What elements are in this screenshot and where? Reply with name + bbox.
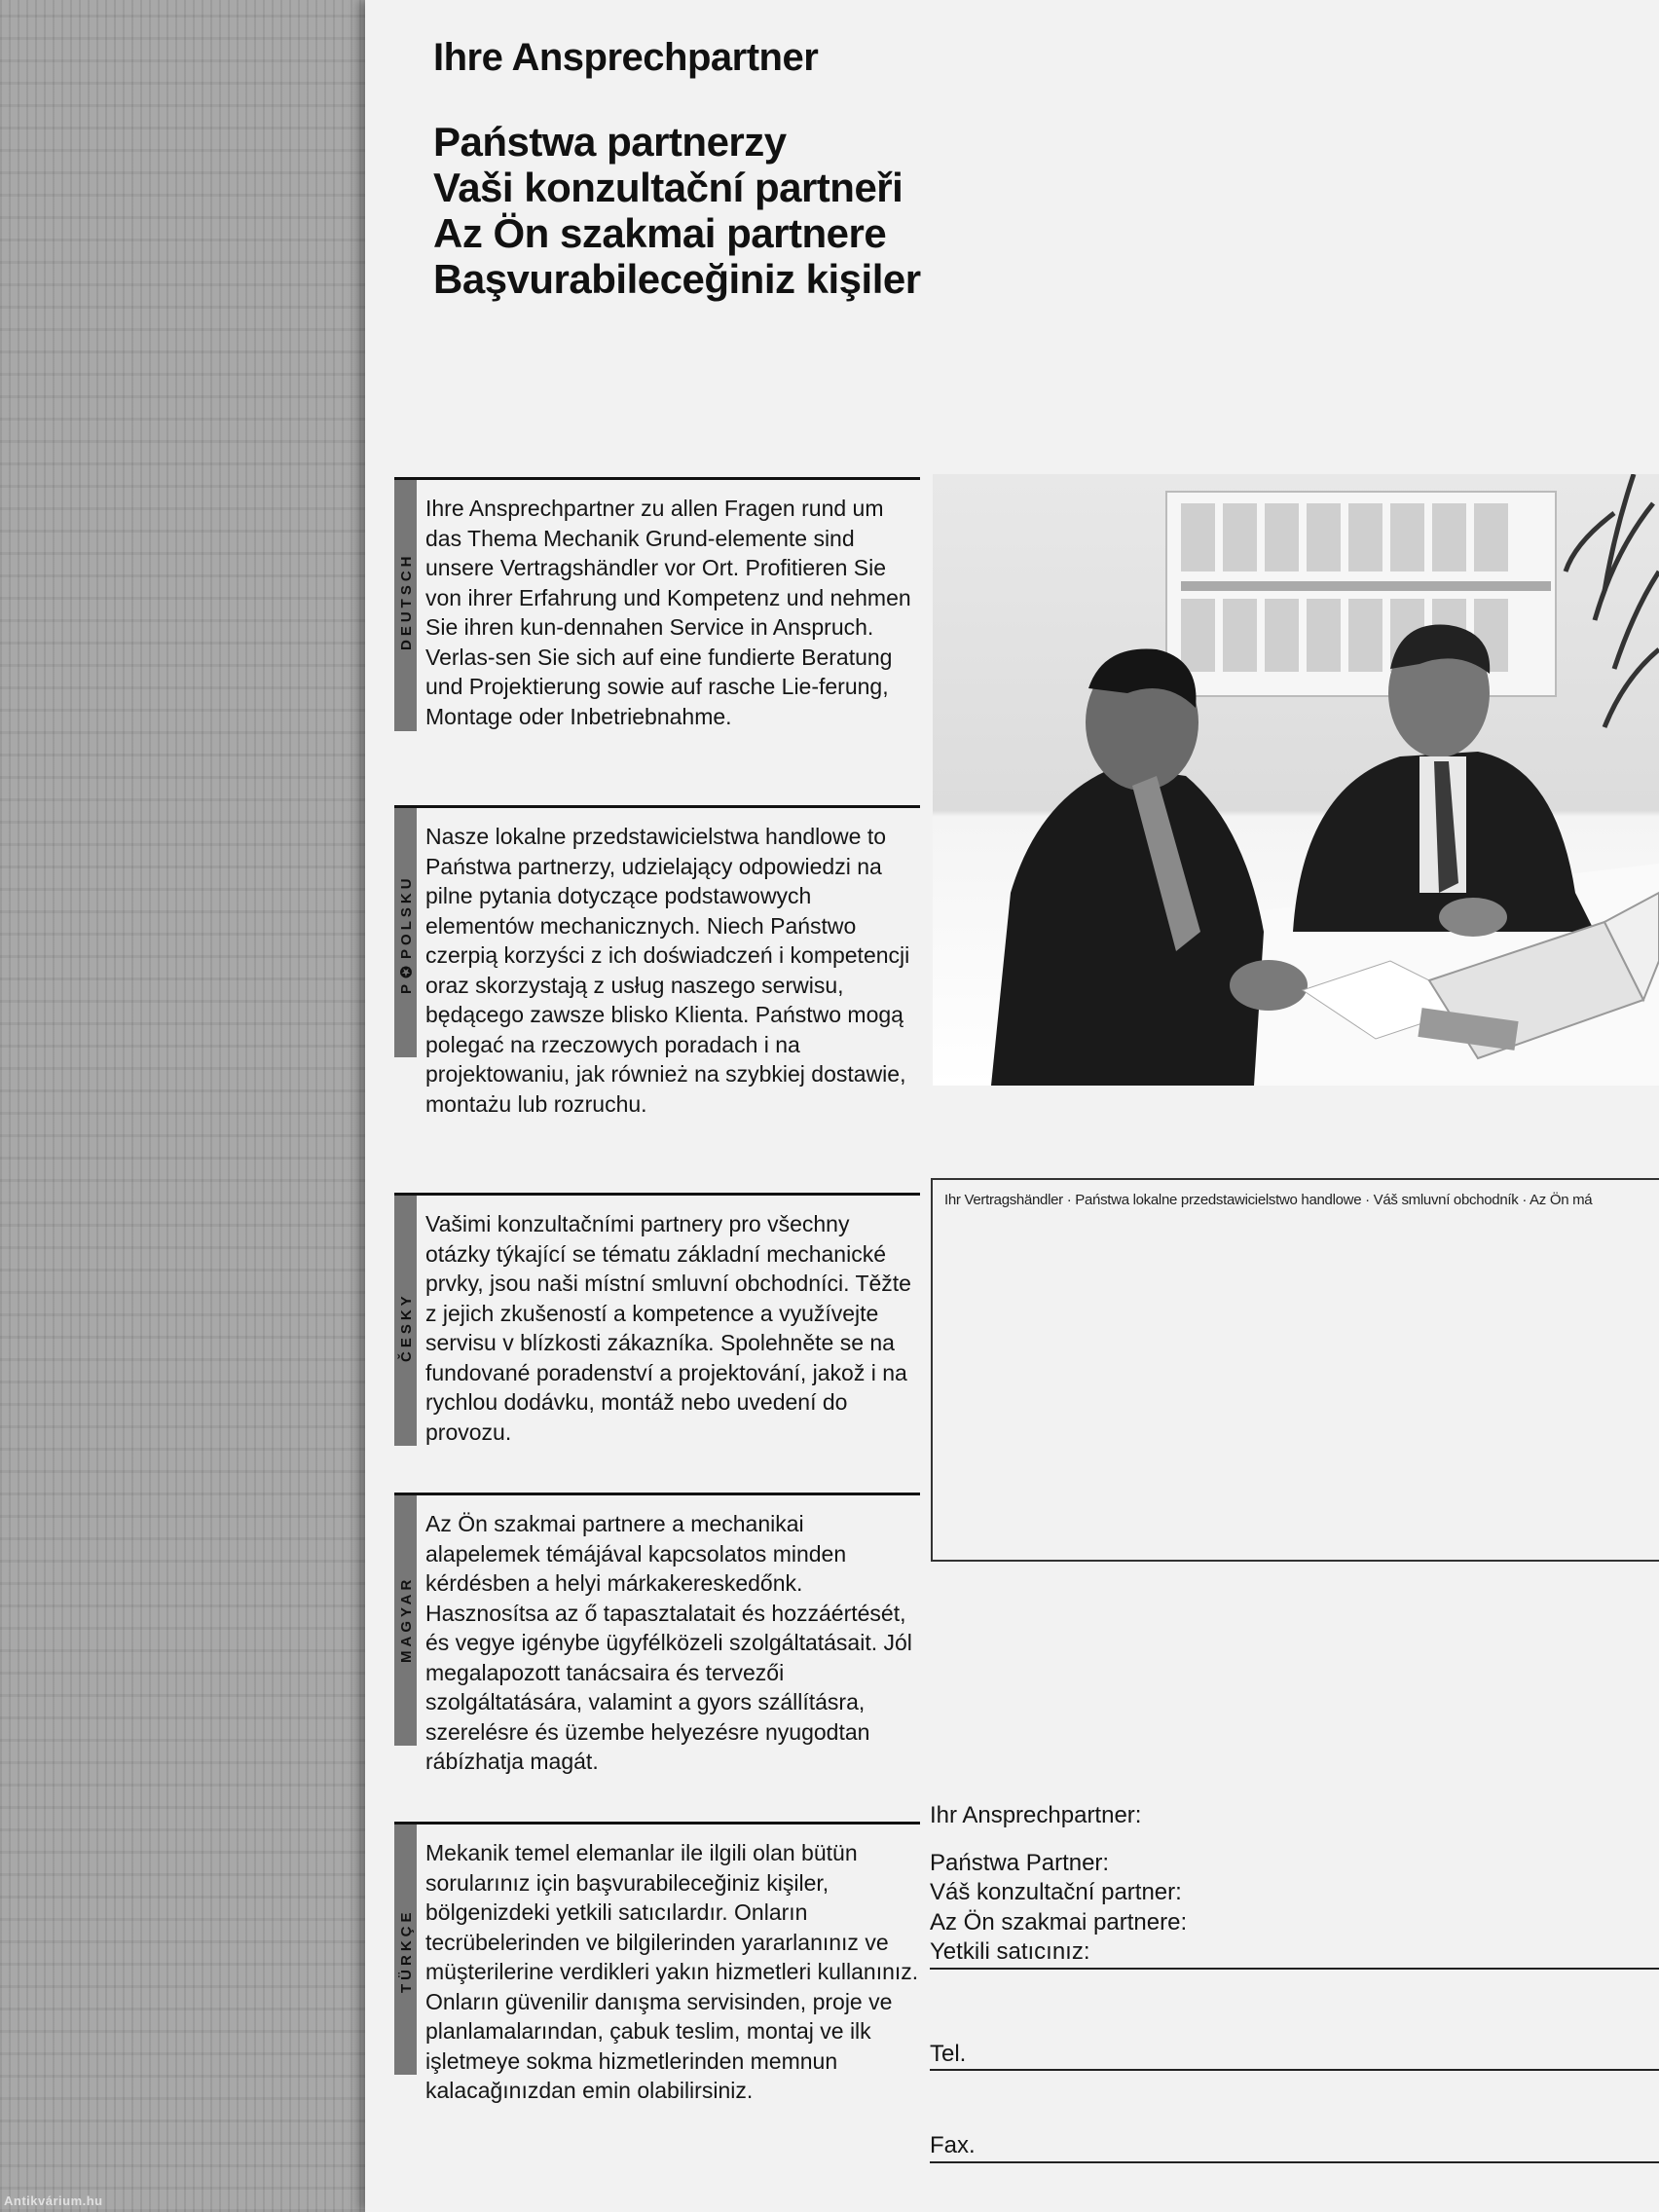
contact-heading: Ihr Ansprechpartner: bbox=[930, 1802, 1142, 1828]
language-label: DEUTSCH bbox=[398, 552, 415, 651]
subtitle-hungarian: Az Ön szakmai partnere bbox=[433, 210, 887, 256]
section-turkce bbox=[394, 1822, 920, 2175]
section-deutsch bbox=[394, 477, 920, 801]
meeting-photo bbox=[933, 474, 1659, 1086]
subtitle-czech: Vaši konzultační partneři bbox=[433, 165, 903, 210]
wood-background bbox=[0, 0, 365, 2212]
brochure-page bbox=[365, 0, 1659, 2212]
page-title: Ihre Ansprechpartner bbox=[433, 36, 819, 79]
section-text: Nasze lokalne przedstawicielstwa handlowe to Państwa partnerzy, udzielający odpowiedzi na pilne pytania dotyczące podstawowych elementów mechanicznych. Niech Państwo czerpią korzyści z ich doświadczeń i kompetencji oraz skorzystają z usług naszego serwisu, będącego zawsze blisko Klienta. Państwo mogą polegać na rzeczowych poradach i na projektowaniu, jak również na szybkiej dostawie, montażu lub rozruchu. bbox=[425, 824, 910, 1117]
title-block bbox=[433, 33, 921, 302]
section-text: Az Ön szakmai partnere a mechanikai alapelemek témájával kapcsolatos minden kérdésben a helyi márkakereskedőnk. Hasznosítsa az ő tapasztalatait és hozzáértését, és vegye igénybe ügyfélközeli szolgáltatásait. Jól megalapozott tanácsaira és tervezői szolgáltatására, valamint a gyors szállításra, szerelésre és üzembe helyezésre nyugodtan rábízhatja magát. bbox=[425, 1511, 912, 1774]
dealer-box-caption: Ihr Vertragshändler · Państwa lokalne przedstawicielstwo handlowe · Váš smluvní obchodník · Az Ön má bbox=[944, 1192, 1593, 1208]
section-polski bbox=[394, 805, 920, 1193]
section-cesky bbox=[394, 1193, 920, 1493]
meeting-photo-illustration bbox=[933, 474, 1659, 1086]
tel-label: Tel. bbox=[930, 2040, 967, 2067]
fax-label: Fax. bbox=[930, 2132, 976, 2158]
contact-form bbox=[930, 1801, 1659, 2163]
section-magyar bbox=[394, 1493, 920, 1822]
watermark: Antikvárium.hu bbox=[4, 2194, 103, 2208]
contact-line-hungarian: Az Ön szakmai partnere: bbox=[930, 1908, 1188, 1936]
contact-name-field[interactable] bbox=[930, 1937, 1659, 1970]
tel-field[interactable] bbox=[930, 2040, 1659, 2072]
contact-line-czech: Váš konzultační partner: bbox=[930, 1879, 1182, 1905]
language-label: ČESKY bbox=[398, 1292, 415, 1362]
polish-badge-icon: ✪ bbox=[398, 959, 415, 981]
section-text: Ihre Ansprechpartner zu allen Fragen rund um das Thema Mechanik Grund-elemente sind unsere Vertragshändler vor Ort. Profitieren Sie von ihrer Erfahrung und Kompetenz und nehmen Sie ihren kun-dennahen Service in Anspruch. Verlas-sen Sie sich auf eine fundierte Beratung und Projektierung sowie auf rasche Lie-ferung, Montage oder Inbetriebnahme. bbox=[425, 496, 911, 729]
section-text: Mekanik temel elemanlar ile ilgili olan bütün sorularınız için başvurabileceğiniz kişiler, bölgenizdeki yetkili satıcılardır. Onların tecrübelerinden ve bilgilerinden yararlanınız ve müşterilerine verdikleri yakın hizmetleri kullanınız. Onların güvenilir danışma servisinden, proje ve planlamalarından, çabuk teslim, montaj ve ilk işletmeye sokma hizmetlerinden memnun kalacağınızdan emin olabilirsiniz. bbox=[425, 1840, 919, 2103]
section-text: Vašimi konzultačními partnery pro všechny otázky týkající se tématu základní mechanické prvky, jsou naši místní smluvní obchodníci. Těžte z jejich zkušeností a kompetence a využívejte servisu v blízkosti zákazníka. Spolehněte se na fundované poradenství a projektování, jakož i na rychlou dodávku, montáž nebo uvedení do provozu. bbox=[425, 1211, 911, 1445]
subtitle-turkish: Başvurabileceğiniz kişiler bbox=[433, 256, 921, 302]
language-label: TÜRKÇE bbox=[398, 1908, 415, 1994]
fax-field[interactable] bbox=[930, 2131, 1659, 2163]
contact-line-polish: Państwa Partner: bbox=[930, 1849, 1110, 1876]
language-label: P✪POLSKU bbox=[398, 874, 415, 995]
subtitle-polish: Państwa partnerzy bbox=[433, 119, 787, 165]
contact-line-turkish: Yetkili satıcınız: bbox=[930, 1938, 1090, 1965]
language-label: MAGYAR bbox=[398, 1575, 415, 1664]
dealer-stamp-box[interactable] bbox=[931, 1178, 1659, 1562]
